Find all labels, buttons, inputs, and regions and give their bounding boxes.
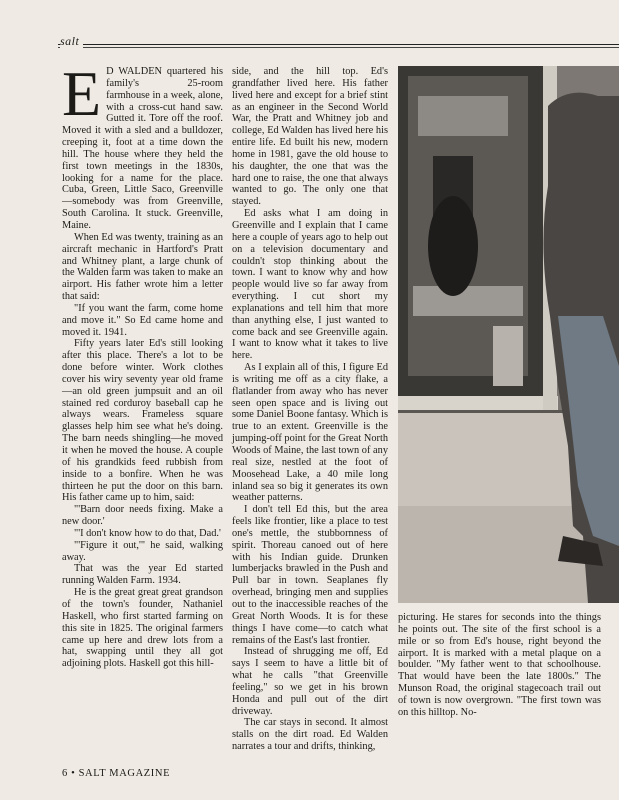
paragraph-1 bbox=[62, 58, 223, 232]
column-3 bbox=[398, 612, 601, 719]
column-2 bbox=[232, 66, 388, 753]
paragraph: The car stays in second. It almost stalls on the dirt road. Ed Walden narrates a tour and drifts, thinking, bbox=[232, 717, 388, 753]
paragraph-1-text: D WALDEN quartered his family's 25-room farmhouse in a week, alone, with a cross-cut hand saw. Gutted it. Tore off the roof. Moved it with a sled and a bulldozer, creeping it, foot at a time down the hill. The house where they held the first town meetings in the 1830s, looking for a name for the place. Cuba, Green, Little Saco, Greenville—somebody was from Greenville, South Carolina. It stuck. Greenville, Maine. bbox=[62, 66, 223, 231]
running-head: salt bbox=[60, 34, 83, 49]
storefront-photograph bbox=[398, 66, 619, 603]
paragraph: side, and the hill top. Ed's grandfather lived here. His father lived here and except for a brief stint as an engineer in the Second World War, the Pratt and Whitney job and college, Ed Walden has lived here his entire life. Ed built his new, modern home in 1981, gave the old house to his daughter, the one that was the hard one to raise, the one that always wanted to go. The only one that stayed. bbox=[232, 66, 388, 208]
top-rule-thin bbox=[58, 47, 619, 48]
drop-cap: E bbox=[62, 58, 102, 129]
paragraph: "If you want the farm, come home and move it." So Ed came home and moved it. 1941. bbox=[62, 302, 223, 338]
paragraph: Fifty years later Ed's still looking after this place. There's a lot to be done before winter. Work clothes cover his wiry seventy year old frame—an old green jumpsuit and an oil stained red corduroy baseball cap he always wears. Frameless square glasses help him see what he's doing. The barn needs shingling—he moved it when he moved the house. A couple of his grandkids feed rubbish from inside to a bonfire. When he was thirteen he put the door on this barn. His father came up to him, said: bbox=[62, 338, 223, 504]
top-rule bbox=[58, 44, 619, 45]
column-1 bbox=[62, 58, 223, 670]
paragraph: "'I don't know how to do that, Dad.' bbox=[74, 527, 221, 539]
paragraph: "'Barn door needs fixing. Make a new door.' bbox=[62, 504, 223, 528]
paragraph: "'Figure it out,'" he said, walking away. bbox=[62, 539, 223, 563]
paragraph: When Ed was twenty, training as an aircraft mechanic in Hartford's Pratt and Whitney plant, a large chunk of the Walden farm was taken to make an airport. His father wrote him a letter that said: bbox=[62, 231, 223, 303]
photo-illustration bbox=[398, 66, 619, 603]
paragraph: picturing. He stares for seconds into the things he points out. The site of the first school is a mile or so from Ed's house, right beyond the airport. It is marked with a metal plaque on a boulder. "My father went to that schoolhouse. That would have been the late 1800s." The Munson Road, the original stagecoach trail out of town is now overgrown. "The first town was on this hilltop. No- bbox=[398, 612, 601, 718]
paragraph: That was the year Ed started running Walden Farm. 1934. bbox=[62, 563, 223, 587]
paragraph: Ed asks what I am doing in Greenville and I explain that I came here a couple of years ago to help out on a television documentary and couldn't stop thinking about the town. I want to know why and how people would live so far away from everything. I cut short my explanations and tell him that more than anything else, I just wanted to come back and see Greenville again. I want to know what it takes to live here. bbox=[232, 208, 388, 362]
paragraph: He is the great great great grandson of the town's founder, Nathaniel Haskell, who first started farming on this site in 1825. The original farmers came up here and drew lots from a hat, swapping until they all got adjoining plots. Haskell got this hill- bbox=[62, 587, 223, 670]
page-folio: 6 • SALT MAGAZINE bbox=[62, 768, 171, 779]
paragraph: Instead of shrugging me off, Ed says I seem to have a little bit of what he calls "that Greenville feeling," so we get in his brown Honda and pull out of the dirt driveway. bbox=[232, 646, 388, 717]
paragraph: As I explain all of this, I figure Ed is writing me off as a city flake, a flatlander from away who has never seen open space and is living out some Daniel Boone fantasy. Which is true to an extent. Greenville is the jumping-off point for the Great North Woods of Maine, the last town of any real size, nestled at the foot of Moosehead Lake, a 40 mile long inland sea so big it generates its own weather patterns. bbox=[232, 362, 388, 504]
paragraph: I don't tell Ed this, but the area feels like frontier, like a place to test one's mettle, the stubbornness of spirit. Thoreau canoed out of here with his Indian guide. Drunken lumberjacks brawled in the Push and Pull bar in town. Seaplanes fly overhead, bringing men and supplies out to the inaccessible reaches of the Great North Woods. It is for these things I have come—to catch what remains of the East's last frontier. bbox=[232, 504, 388, 646]
